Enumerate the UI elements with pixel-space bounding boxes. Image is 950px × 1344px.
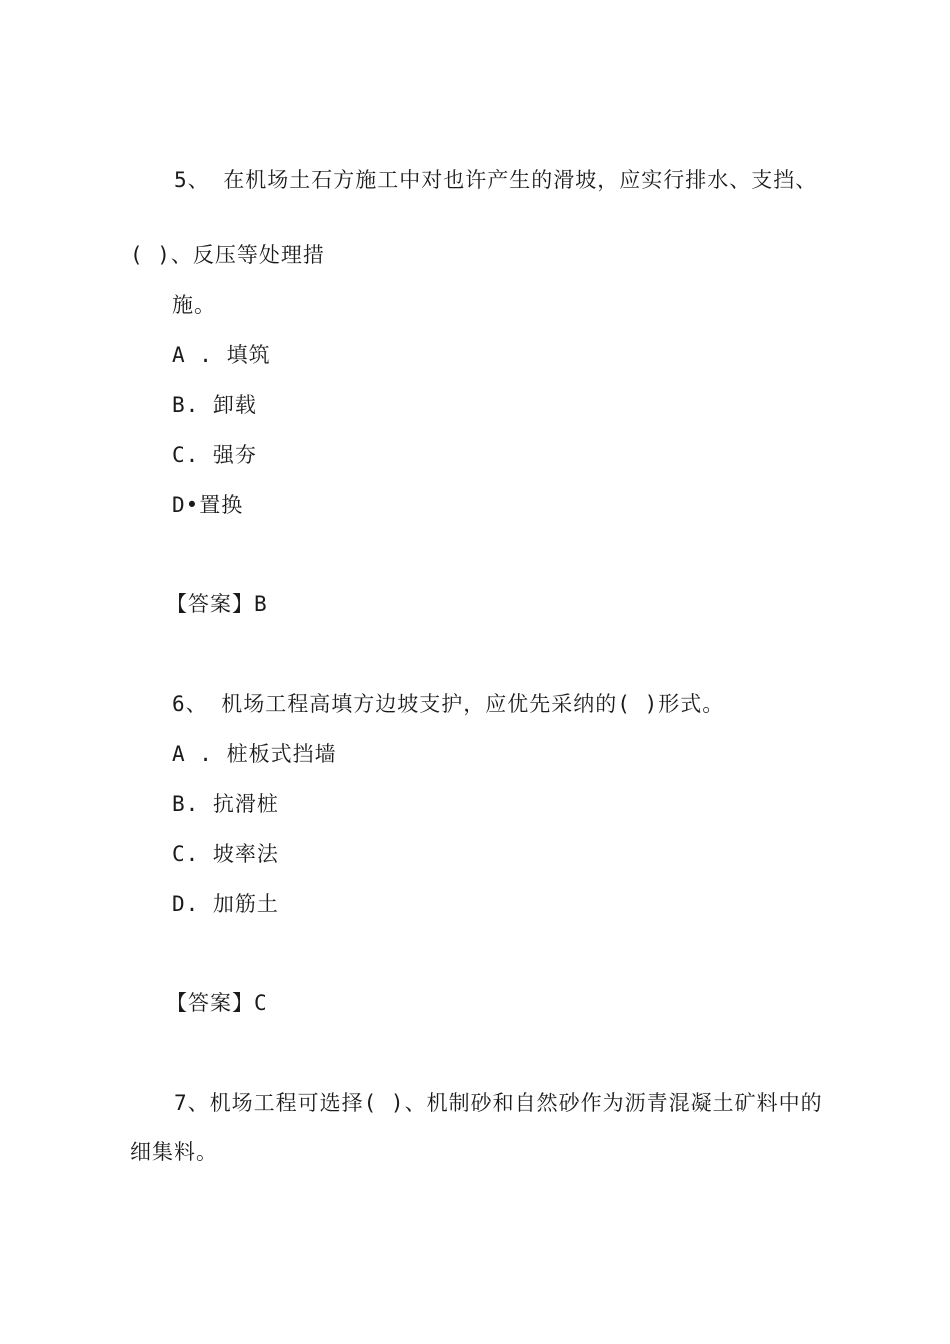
question-6-stem-line-1: 6、 机场工程高填方边坡支护，应优先采纳的( )形式。 bbox=[172, 692, 725, 716]
question-6-option-d: D. 加筋土 bbox=[172, 892, 279, 916]
question-7-stem-line-2: 细集料。 bbox=[130, 1140, 218, 1164]
question-5-option-c: C. 强夯 bbox=[172, 443, 257, 467]
question-6-answer: 【答案】C bbox=[166, 991, 268, 1015]
question-7-stem-line-1: 7、机场工程可选择( )、机制砂和自然砂作为沥青混凝土矿料中的 bbox=[174, 1091, 823, 1115]
question-6-option-a: A . 桩板式挡墙 bbox=[172, 742, 337, 766]
question-6-option-b: B. 抗滑桩 bbox=[172, 792, 279, 816]
question-5-option-b: B. 卸载 bbox=[172, 393, 257, 417]
question-5-stem-line-2: ( )、反压等处理措 bbox=[130, 243, 325, 267]
question-5-answer: 【答案】B bbox=[166, 592, 268, 616]
question-5-option-a: A . 填筑 bbox=[172, 343, 271, 367]
question-6-option-c: C. 坡率法 bbox=[172, 842, 279, 866]
question-5-stem-line-1: 5、 在机场土石方施工中对也许产生的滑坡，应实行排水、支挡、 bbox=[174, 168, 818, 192]
question-5-option-d: D•置换 bbox=[172, 493, 244, 517]
question-5-stem-line-3: 施。 bbox=[172, 293, 216, 317]
